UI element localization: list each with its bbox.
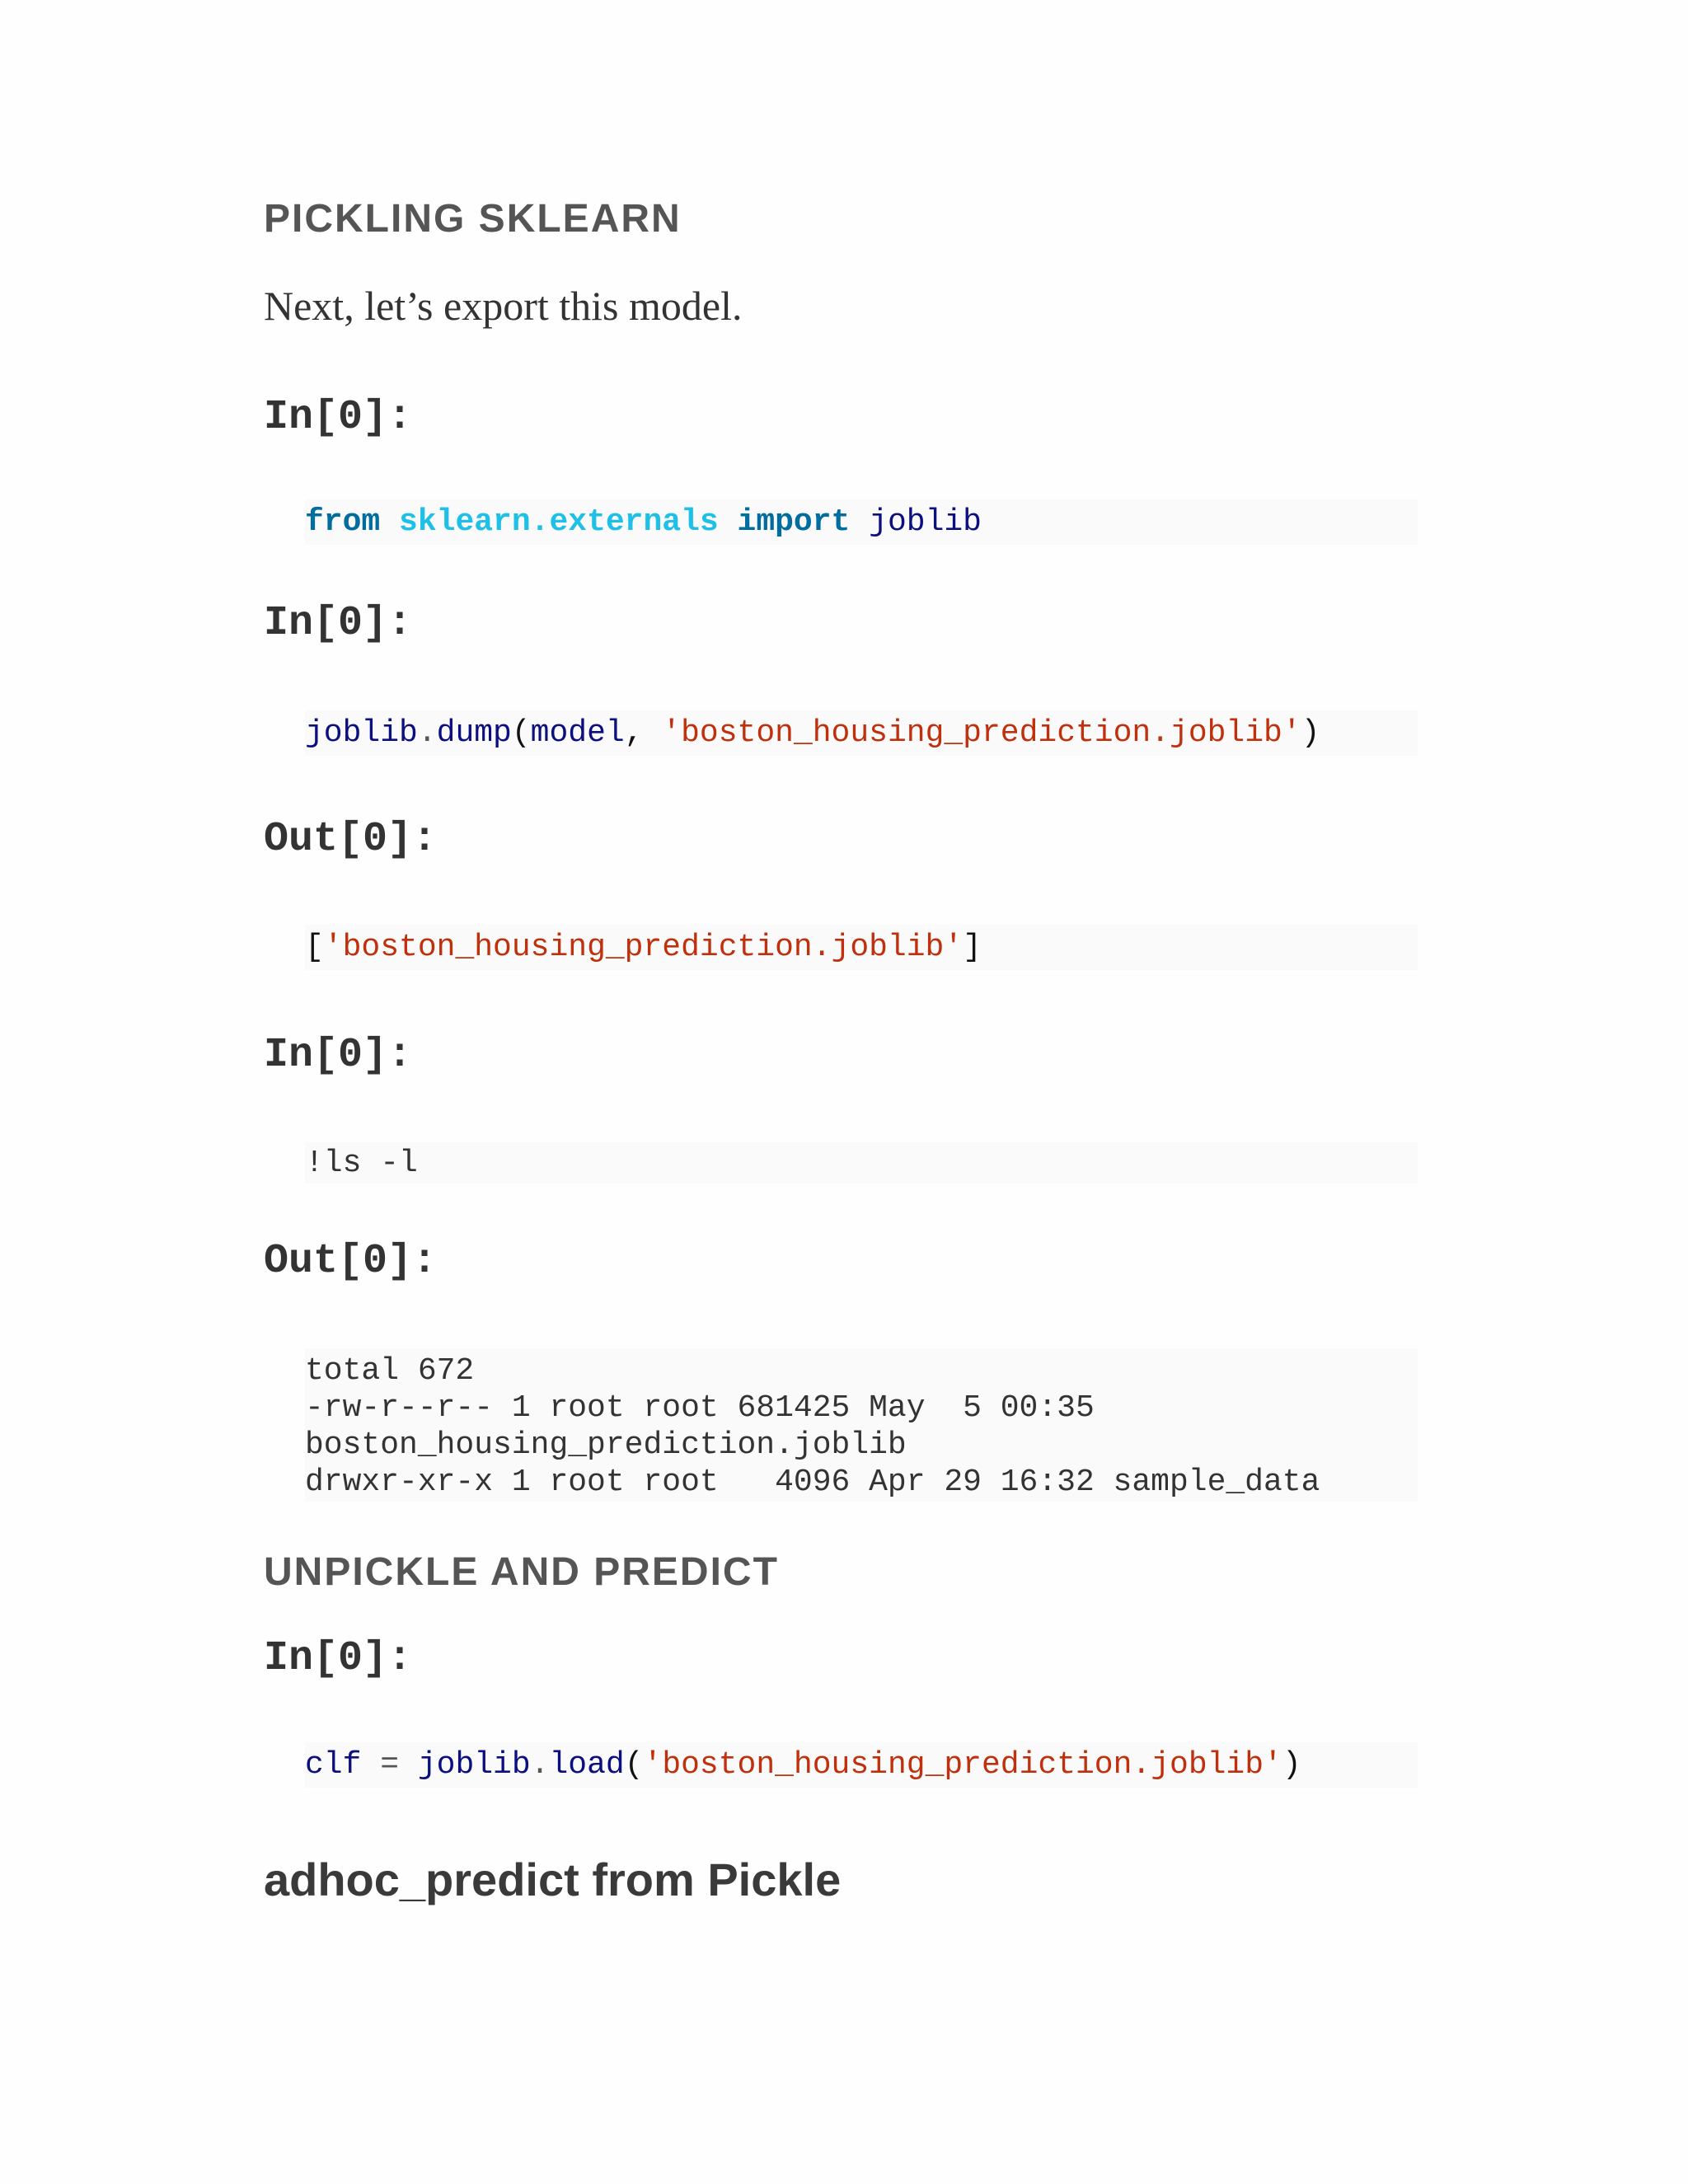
code-token-space — [380, 504, 399, 540]
code-token-operator: = — [361, 1747, 418, 1783]
cell-prompt-in: In[0]: — [264, 394, 413, 441]
intro-paragraph: Next, let’s export this model. — [264, 283, 743, 329]
sub-heading-adhoc: adhoc_predict from Pickle — [264, 1854, 842, 1905]
code-cell-ls[interactable] — [305, 1142, 1418, 1183]
output-line: drwxr-xr-x 1 root root 4096 Apr 29 16:32 sample_data — [305, 1465, 1320, 1500]
code-token-name: joblib — [869, 504, 982, 540]
output-cell-dump — [305, 925, 1418, 970]
cell-prompt-in: In[0]: — [264, 600, 413, 647]
code-token-punct: [ — [305, 930, 324, 965]
cell-prompt-in: In[0]: — [264, 1635, 413, 1682]
code-token-string: 'boston_housing_prediction.joblib' — [643, 1747, 1282, 1783]
code-token-punct: ( — [511, 715, 531, 751]
output-line: -rw-r--r-- 1 root root 681425 May 5 00:35 — [305, 1390, 1095, 1426]
cell-prompt-in: In[0]: — [264, 1032, 413, 1079]
code-token-punct: ) — [1282, 1747, 1301, 1783]
code-token-string: 'boston_housing_prediction.joblib' — [323, 930, 964, 965]
code-cell-load[interactable] — [305, 1742, 1418, 1788]
output-cell-ls — [305, 1348, 1418, 1502]
code-cell-import[interactable] — [305, 499, 1418, 545]
output-line: total 672 — [305, 1353, 475, 1389]
code-token-name: model — [530, 715, 625, 751]
code-token-operator: . — [530, 1747, 550, 1783]
code-token-name: joblib — [305, 715, 418, 751]
code-token-module: sklearn.externals — [399, 504, 719, 540]
code-token-punct: ( — [624, 1747, 644, 1783]
code-token-string: 'boston_housing_prediction.joblib' — [662, 715, 1301, 751]
code-token-name: dump — [436, 715, 512, 751]
code-token-punct: , — [624, 715, 663, 751]
code-token-shell-command: !ls -l — [305, 1146, 418, 1181]
section-heading-unpickle: UNPICKLE AND PREDICT — [264, 1550, 779, 1594]
code-token-keyword: from — [305, 504, 381, 540]
output-line: boston_housing_prediction.joblib — [305, 1427, 907, 1463]
section-heading-pickling: PICKLING SKLEARN — [264, 197, 682, 241]
code-cell-dump[interactable] — [305, 710, 1418, 756]
code-token-space — [850, 504, 869, 540]
code-token-name: clf — [305, 1747, 362, 1783]
cell-prompt-out: Out[0]: — [264, 816, 438, 863]
code-token-keyword: import — [737, 504, 851, 540]
code-token-name: joblib — [417, 1747, 531, 1783]
code-token-operator: . — [417, 715, 437, 751]
cell-prompt-out: Out[0]: — [264, 1238, 438, 1285]
code-token-name: load — [549, 1747, 625, 1783]
code-token-space — [719, 504, 738, 540]
code-token-punct: ) — [1301, 715, 1320, 751]
code-token-punct: ] — [963, 930, 982, 965]
